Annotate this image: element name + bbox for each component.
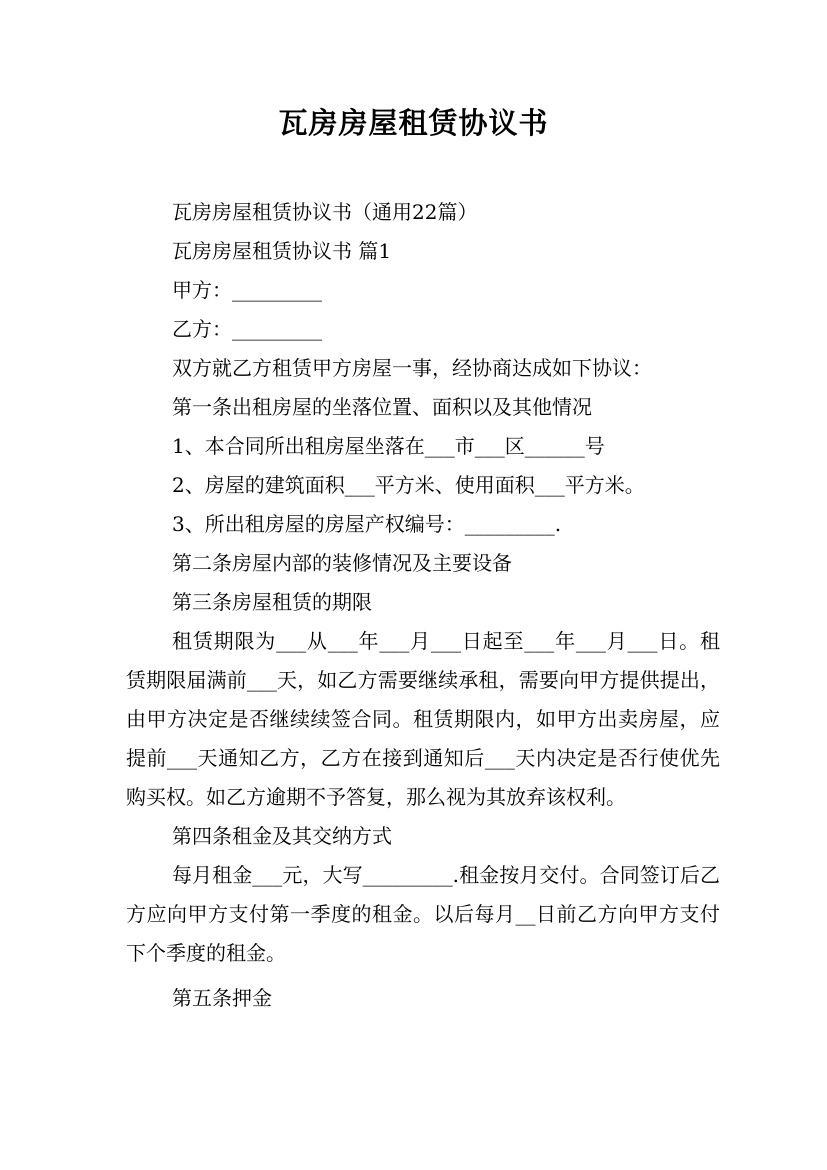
article-1-item-3: 3、所出租房屋的房屋产权编号：_________.: [172, 512, 562, 536]
document-body: [126, 193, 720, 1018]
party-a-line: 甲方：_________: [172, 278, 322, 302]
article-1-item-1: 1、本合同所出租房屋坐落在___市___区______号: [172, 434, 605, 458]
section-heading: 瓦房房屋租赁协议书 篇1: [172, 239, 392, 263]
article-5-heading: 第五条押金: [172, 986, 272, 1010]
article-1-heading: 第一条出租房屋的坐落位置、面积以及其他情况: [172, 395, 592, 419]
article-3-body: 租赁期限为___从___年___月___日起至___年___月___日。租赁期限届满前___天，如乙方需要继续承租，需要向甲方提供提出，由甲方决定是否继续续签合同。租赁期限内，如甲方出卖房屋，应提前___天通知乙方，乙方在接到通知后___天内决定是否行使优先购买权。如乙方逾期不予答复，那么视为其放弃该权利。: [126, 629, 720, 809]
party-b-line: 乙方：_________: [172, 317, 322, 341]
article-2-heading: 第二条房屋内部的装修情况及主要设备: [172, 551, 512, 575]
article-1-item-2: 2、房屋的建筑面积___平方米、使用面积___平方米。: [172, 473, 645, 497]
article-3-heading: 第三条房屋租赁的期限: [172, 590, 372, 614]
subtitle-line: 瓦房房屋租赁协议书（通用22篇）: [172, 200, 478, 224]
agreement-intro: 双方就乙方租赁甲方房屋一事，经协商达成如下协议：: [172, 356, 652, 380]
document-title: 瓦房房屋租赁协议书: [278, 106, 549, 140]
article-4-heading: 第四条租金及其交纳方式: [172, 824, 392, 848]
article-4-body: 每月租金___元，大写_________.租金按月交付。合同签订后乙方应向甲方支付第一季度的租金。以后每月__日前乙方向甲方支付下个季度的租金。: [126, 863, 720, 965]
